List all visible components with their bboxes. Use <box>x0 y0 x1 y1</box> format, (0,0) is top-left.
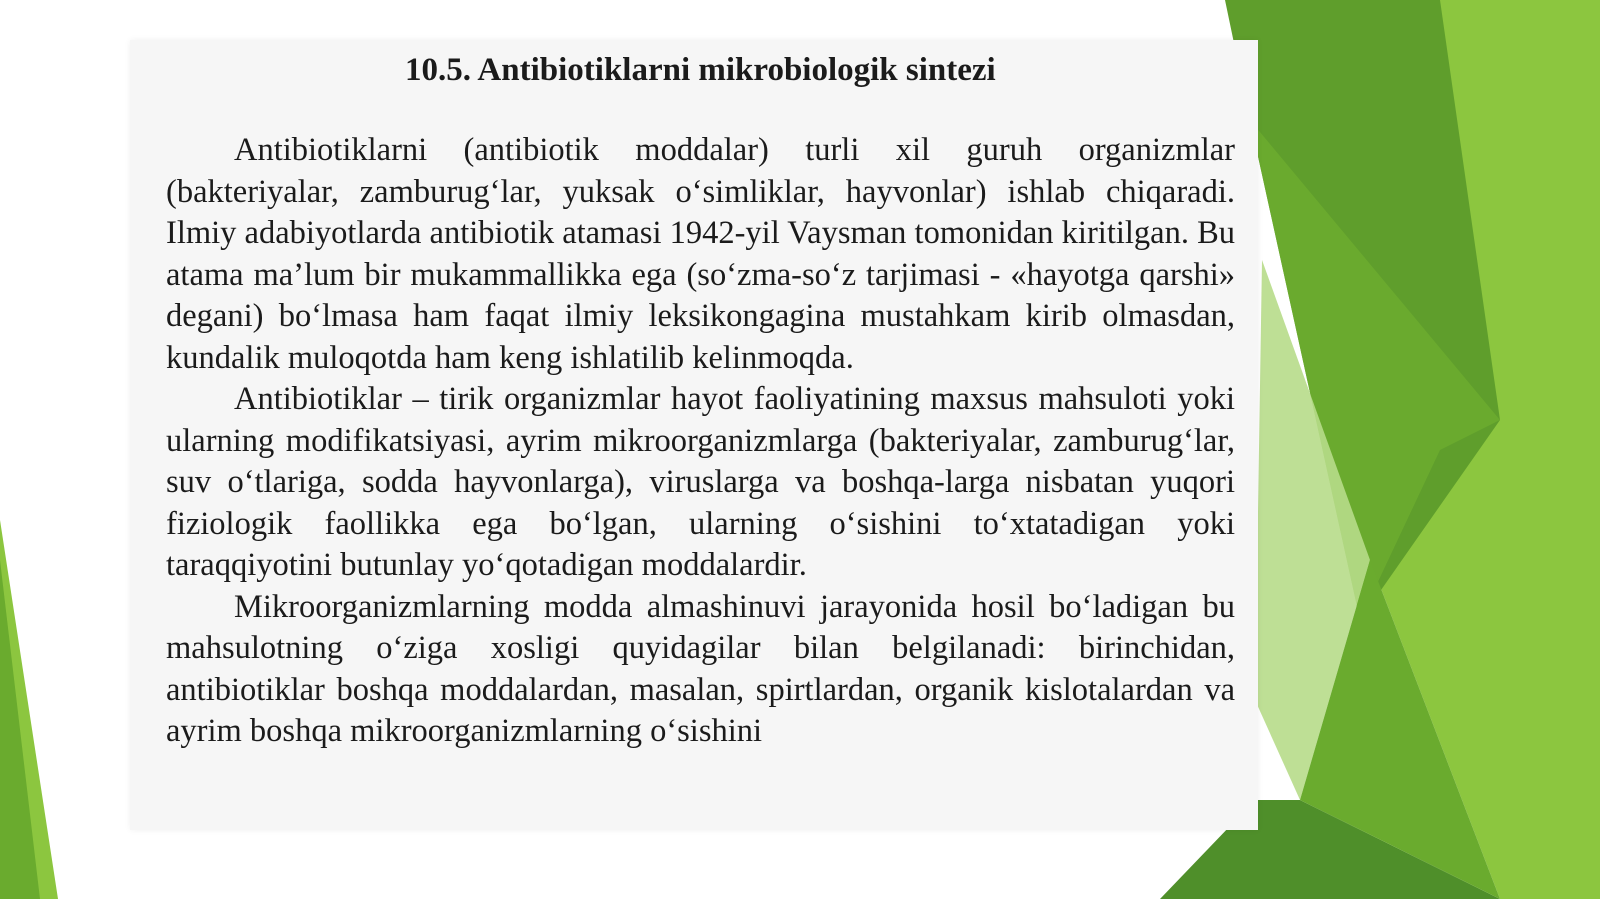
paragraph-3: Mikroorganizmlarning modda almashinuvi jarayonida hosil bo‘ladigan bu mahsulotning o‘ziga xosligi quyidagilar bilan belgilanadi: birinchidan, antibiotiklar boshqa moddalardan, masalan, spirtlardan, organik kislotalardan va ayrim boshqa mikroorganizmlarning o‘sishini <box>166 588 1235 749</box>
paragraph-1: Antibiotiklarni (antibiotik moddalar) turli xil guruh organizmlar (bakteriyalar, zamburug‘lar, yuksak o‘simliklar, hayvonlar) ishlab chiqaradi. Ilmiy adabiyotlarda antibiotik atamasi 1942-yil Vaysman tomonidan kiritilgan. Bu atama ma’lum bir mukammallikka ega (so‘zma-so‘z tarjimasi - «hayotga qarshi» degani) bo‘lmasa ham faqat ilmiy leksikongagina mustahkam kirib olmasdan, kundalik muloqotda ham keng ishlatilib kelinmoqda. <box>166 132 1236 376</box>
body-text <box>166 130 1235 753</box>
scanned-page <box>130 40 1258 830</box>
section-title: 10.5. Antibiotiklarni mikrobiologik sintezi <box>405 52 996 88</box>
paragraph-2: Antibiotiklar – tirik organizmlar hayot faoliyatining maxsus mahsuloti yoki ularning modifikatsiyasi, ayrim mikroorganizmlarga (bakteriyalar, zamburug‘lar, suv o‘tlariga, sodda hayvonlarga), viruslarga va boshqa-larga nisbatan yuqori fiziologik faollikka ega bo‘lgan, ularning o‘sishini to‘xtatadigan yoki taraqqiyotini butunlay yo‘qotadigan moddalardir. <box>166 381 1235 583</box>
